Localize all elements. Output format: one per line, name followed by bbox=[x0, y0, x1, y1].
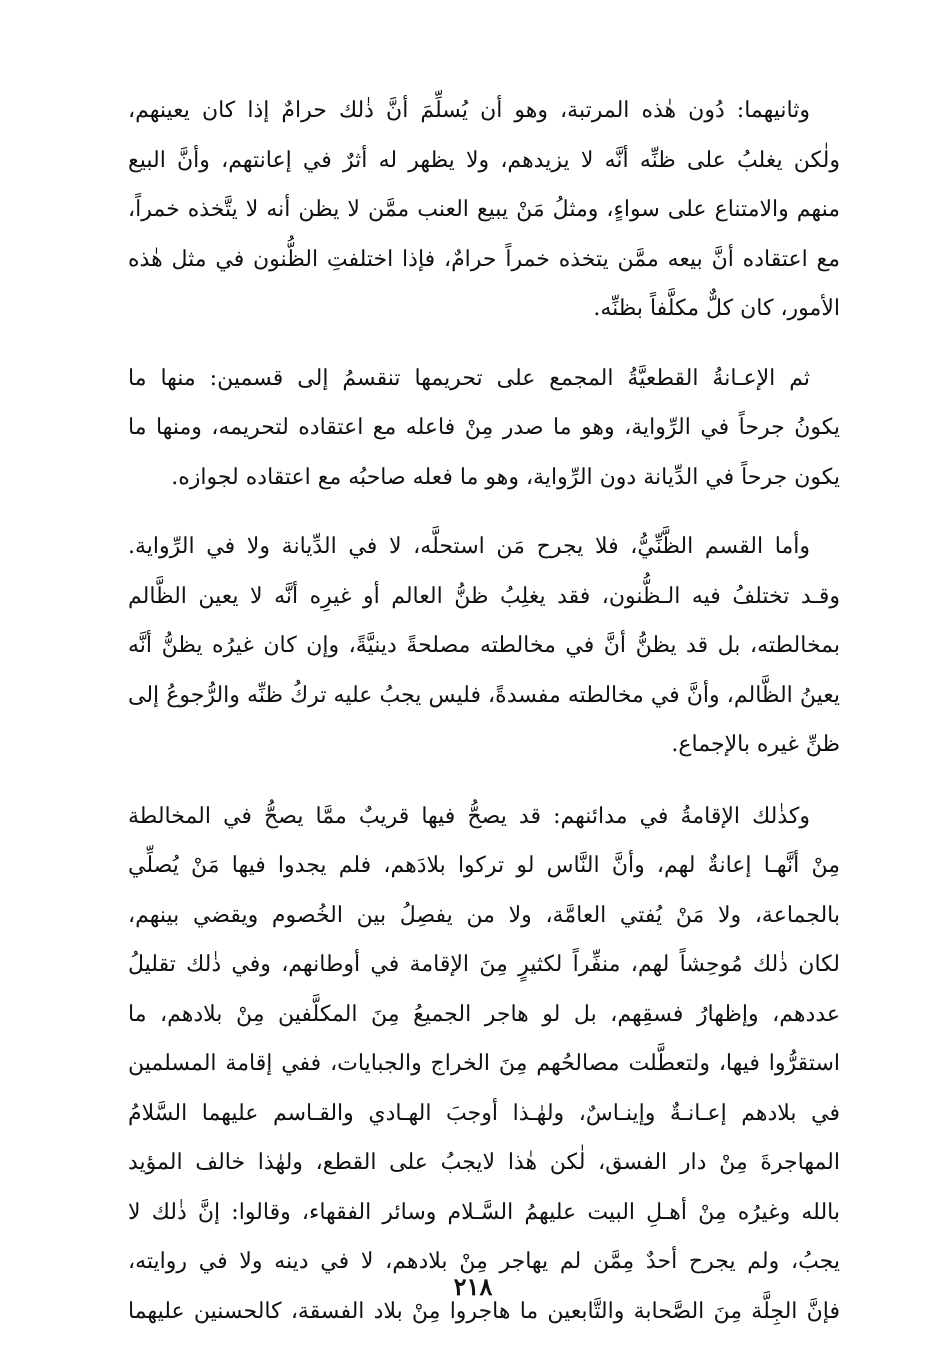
text-line: ظنِّ غيره بالإجماع. bbox=[671, 732, 840, 757]
page-body bbox=[128, 86, 840, 1336]
paragraph-2 bbox=[128, 354, 840, 503]
text-line: بالله وغيرُه مِنْ أهـلِ البيت عليهمُ السَّـلام وسائر الفقهاء، وقالوا: إنَّ ذٰلك لا bbox=[128, 1199, 840, 1225]
text-line: استقرُّوا فيها، ولتعطَّلت مصالحُهم مِنَ الخراج والجبايات، ففي إقامة المسلمين bbox=[128, 1051, 840, 1076]
paragraph-3 bbox=[128, 522, 840, 770]
text-line: منهم والامتناع على سواءٍ، ومثلُ مَنْ يبيع العنب ممَّن لا يظن أنه لا يتَّخذه خمراً، bbox=[128, 197, 840, 222]
text-line: فإنَّ الجِلَّة مِنَ الصَّحابة والتَّابعين ما هاجروا مِنْ بلاد الفسقة، كالحسنين عليهما bbox=[128, 1298, 840, 1324]
text-line: ولٰكن يغلبُ على ظنِّه أنَّه لا يزيدهم، ولا يظهر له أثرٌ في إعانتهم، وأنَّ البيع bbox=[128, 147, 840, 173]
text-line: المهاجرةَ مِنْ دار الفسق، لٰكن هٰذا لايجبُ على القطع، ولهٰذا خالف المؤيد bbox=[128, 1150, 840, 1175]
text-line: وكذٰلك الإقامةُ في مدائنهم: قد يصحُّ فيها قريبٌ ممَّا يصحُّ في المخالطة bbox=[128, 803, 810, 829]
text-line: بالجماعة، ولا مَنْ يُفتي العامَّة، ولا من يفصِلُ بين الخُصوم ويقضي بينهم، bbox=[128, 902, 840, 928]
text-line: وقـد تختلفُ فيه الـظُّنون، فقد يغلِبُ ظنُّ العالم أو غيرِه أنَّه لا يعين الظَّالم bbox=[128, 583, 840, 609]
paragraph-1 bbox=[128, 86, 840, 334]
text-line: ثم الإعـانةُ القطعيَّةُ المجمع على تحريمها تنقسمُ إلى قسمين: منها ما bbox=[128, 365, 810, 391]
text-line: يجبُ، ولم يجرح أحدٌ مِمَّن لم يهاجر مِنْ بلادهم، لا في دينه ولا في روايته، bbox=[128, 1249, 840, 1274]
text-line: لكان ذٰلك مُوحِشاً لهم، منفِّراً لكثيرٍ مِنَ الإقامة في أوطانهم، وفي ذٰلك تقليلُ bbox=[128, 952, 840, 977]
text-line: الأمور، كان كلٌّ مكلَّفاً بظنِّه. bbox=[593, 296, 840, 321]
text-line: مِنْ أنَّهـا إعانةٌ لهم، وأنَّ النَّاس لو تركوا بلادَهم، فلم يجدوا فيها مَنْ يُصلِّي bbox=[128, 853, 840, 878]
text-line: يعينُ الظَّالم، وأنَّ في مخالطته مفسدةً، فليس يجبُ عليه تركُ ظنِّه والرُّجوعُ إلى bbox=[128, 682, 840, 708]
text-line: بمخالطته، بل قد يظنُّ أنَّ في مخالطته مصلحةً دينيَّةً، وإن كان غيرُه يظنُّ أنَّه bbox=[128, 633, 840, 658]
text-line: يكون جرحاً في الدِّيانة دون الرِّواية، وهو ما فعله صاحبُه مع اعتقاده لجوازه. bbox=[171, 464, 840, 490]
paragraph-4 bbox=[128, 792, 840, 1337]
text-line: وأما القسم الظَّنِّيُّ، فلا يجرح مَن استحلَّه، لا في الدِّيانة ولا في الرِّواية. bbox=[128, 534, 810, 559]
text-line: مع اعتقاده أنَّ بيعه ممَّن يتخذه خمراً حرامٌ، فإذا اختلفتِ الظُّنون في مثل هٰذه bbox=[128, 246, 840, 272]
text-line: وثانيهما: دُون هٰذه المرتبة، وهو أن يُسلِّمَ أنَّ ذٰلك حرامٌ إذا كان يعينهم، bbox=[128, 98, 810, 123]
text-line: عددهم، وإظهارُ فسقِهم، بل لو هاجر الجميعُ مِنَ المكلَّفين مِنْ بلادهم، ما bbox=[128, 1001, 840, 1027]
text-line: في بلادهم إعـانـةٌ وإينـاسٌ، ولهٰـذا أوجبَ الهـادي والقـاسم عليهما السَّلامُ bbox=[128, 1100, 840, 1126]
text-line: يكونُ جرحاً في الرِّواية، وهو ما صدر مِنْ فاعله مع اعتقاده لتحريمه، ومنها ما bbox=[128, 415, 840, 440]
page-number: ٢١٨ bbox=[453, 1272, 493, 1301]
